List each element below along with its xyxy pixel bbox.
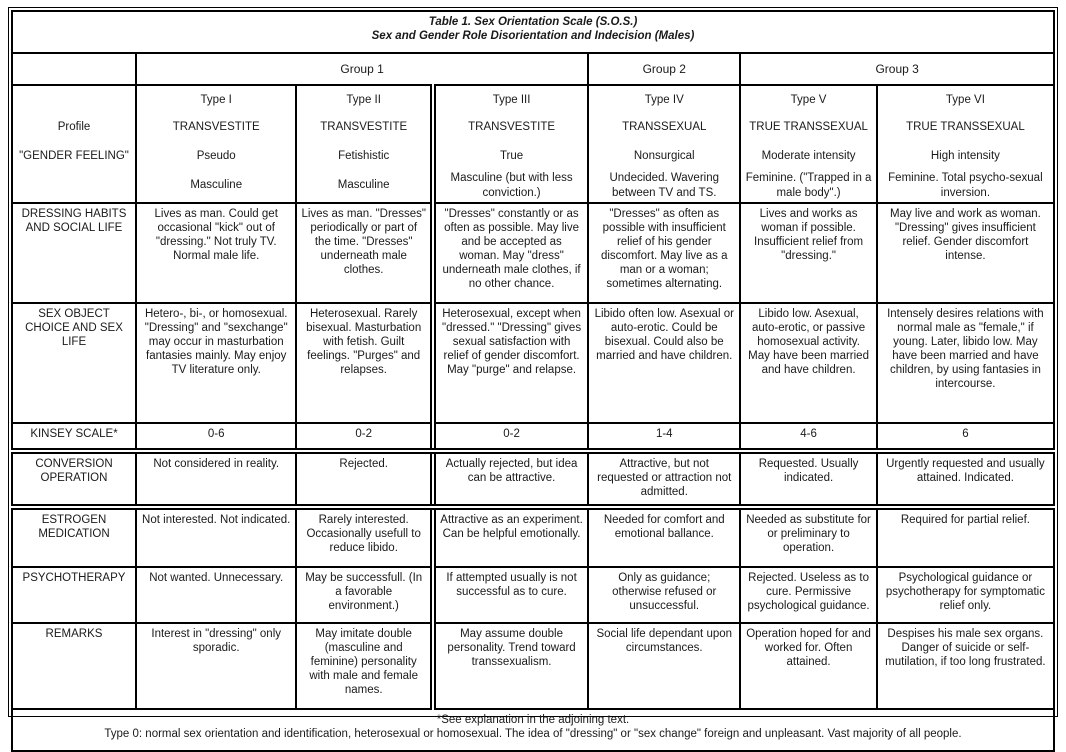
type-label: Type V <box>790 94 827 107</box>
table-cell: 4-6 <box>740 423 877 451</box>
table-cell: Requested. Usually indicated. <box>740 451 877 507</box>
table-cell: Lives and works as woman if possible. Insufficient relief from "dressing." <box>740 203 877 303</box>
type-name: TRUE TRANSSEXUAL <box>906 121 1025 134</box>
table-cell: Only as guidance; otherwise refused or unsuccessful. <box>588 567 740 623</box>
table-cell: Rejected. <box>296 451 433 507</box>
table-cell: Libido often low. Asexual or auto-erotic. Could be bisexual. Could also be married and have children. <box>588 303 740 423</box>
type-name: TRANSVESTITE <box>172 121 260 134</box>
profile-label: Profile <box>57 121 91 134</box>
table-cell: Needed as substitute for or preliminary to operation. <box>740 507 877 567</box>
table-cell: 6 <box>877 423 1054 451</box>
row-header-estrogen-medication: ESTROGEN MEDICATION <box>12 507 136 567</box>
remarks-row <box>12 623 1054 709</box>
row-header-dressing-habits: DRESSING HABITS AND SOCIAL LIFE <box>12 203 136 303</box>
table-cell: "Dresses" as often as possible with insufficient relief of his gender discomfort. May live as a man or a woman; sometimes alternating. <box>588 203 740 303</box>
type-subtype: Fetishistic <box>338 150 390 163</box>
conversion-operation-row <box>12 451 1054 507</box>
row-header-sex-object-choice: SEX OBJECT CHOICE AND SEX LIFE <box>12 303 136 423</box>
type-subtype: Nonsurgical <box>633 150 695 163</box>
type-1-profile-cell <box>136 85 296 203</box>
row-header-profile <box>12 85 136 203</box>
table-cell: Heterosexual, except when "dressed." "Dressing" gives sexual satisfaction with relief of gender discomfort. May "purge" and relapse. <box>433 303 588 423</box>
type-label: Type III <box>492 94 531 107</box>
type-name: TRANSVESTITE <box>468 121 556 134</box>
table-cell: Lives as man. Could get occasional "kick" out of "dressing." Not truly TV. Normal male life. <box>136 203 296 303</box>
table-cell: Required for partial relief. <box>877 507 1054 567</box>
table-cell: Social life dependant upon circumstances. <box>588 623 740 709</box>
gender-feeling-label: "GENDER FEELING" <box>19 150 129 163</box>
table-cell: Actually rejected, but idea can be attractive. <box>433 451 588 507</box>
type-3-profile-cell <box>433 85 588 203</box>
footnote-cell <box>12 709 1054 751</box>
table-cell: Lives as man. "Dresses" periodically or part of the time. "Dresses" underneath male clothes. <box>296 203 433 303</box>
footnote-row <box>12 709 1054 751</box>
table-cell: 0-6 <box>136 423 296 451</box>
type-subtype: Pseudo <box>196 150 236 163</box>
type-2-profile-cell <box>296 85 433 203</box>
type-subtype: High intensity <box>930 150 1000 163</box>
group-header-row <box>12 53 1054 85</box>
row-header-psychotherapy: PSYCHOTHERAPY <box>12 567 136 623</box>
table-cell: Psychological guidance or psychotherapy for symptomatic relief only. <box>877 567 1054 623</box>
type-feeling: Feminine. ("Trapped in a male body".) <box>745 172 872 199</box>
table-cell: "Dresses" constantly or as often as possible. May live and be accepted as woman. May "dress" underneath male clothes, if no other chance. <box>433 203 588 303</box>
table-cell: 0-2 <box>433 423 588 451</box>
group-1-header: Group 1 <box>136 53 588 85</box>
type-feeling: Undecided. Wavering between TV and TS. <box>609 172 720 199</box>
dressing-habits-row <box>12 203 1054 303</box>
type-feeling: Masculine (but with less conviction.) <box>450 172 573 199</box>
table-title-line1: Table 1. Sex Orientation Scale (S.O.S.) <box>428 16 638 28</box>
sex-orientation-scale-table <box>11 10 1055 752</box>
profile-row <box>12 85 1054 203</box>
group-3-header: Group 3 <box>740 53 1054 85</box>
kinsey-scale-row <box>12 423 1054 451</box>
psychotherapy-row <box>12 567 1054 623</box>
table-cell: Urgently requested and usually attained. Indicated. <box>877 451 1054 507</box>
table-cell: Libido low. Asexual, auto-erotic, or passive homosexual activity. May have been married and have children. <box>740 303 877 423</box>
estrogen-medication-row <box>12 507 1054 567</box>
type-feeling: Masculine <box>337 179 390 192</box>
sos-table-outer-border <box>8 7 1058 741</box>
type-label: Type II <box>346 94 381 107</box>
table-cell: Intensely desires relations with normal male as "female," if young. Later, libido low. May have been married and have children, by using fantasies in intercourse. <box>877 303 1054 423</box>
table-cell: May be successfull. (In a favorable environment.) <box>296 567 433 623</box>
table-cell: Hetero-, bi-, or homosexual. "Dressing" and "sexchange" may occur in masturbation fantasies mainly. May enjoy TV literature only. <box>136 303 296 423</box>
table-cell: 1-4 <box>588 423 740 451</box>
table-cell: Rarely interested. Occasionally usefull to reduce libido. <box>296 507 433 567</box>
type-4-profile-cell <box>588 85 740 203</box>
table-cell: Not considered in reality. <box>136 451 296 507</box>
table-cell: Rejected. Useless as to cure. Permissive psychological guidance. <box>740 567 877 623</box>
type-subtype: Moderate intensity <box>761 150 856 163</box>
footnote-line1: *See explanation in the adjoining text. <box>436 714 630 726</box>
table-title <box>12 11 1054 53</box>
type-label: Type IV <box>644 94 684 107</box>
table-cell: Attractive, but not requested or attraction not admitted. <box>588 451 740 507</box>
table-cell: If attempted usually is not successful as to cure. <box>433 567 588 623</box>
type-feeling: Feminine. Total psycho-sexual inversion. <box>888 172 1043 199</box>
sex-object-choice-row <box>12 303 1054 423</box>
type-name: TRUE TRANSSEXUAL <box>749 121 868 134</box>
type-6-profile-cell <box>877 85 1054 203</box>
table-cell: Not wanted. Unnecessary. <box>136 567 296 623</box>
table-cell: May assume double personality. Trend toward transsexualism. <box>433 623 588 709</box>
table-cell: May imitate double (masculine and feminine) personality with male and female names. <box>296 623 433 709</box>
group-2-header: Group 2 <box>588 53 740 85</box>
type-subtype: True <box>499 150 524 163</box>
row-header-remarks: REMARKS <box>12 623 136 709</box>
table-cell: Operation hoped for and worked for. Often attained. <box>740 623 877 709</box>
type-label: Type I <box>200 94 232 107</box>
table-title-line2: Sex and Gender Role Disorientation and Indecision (Males) <box>371 30 695 43</box>
table-cell: 0-2 <box>296 423 433 451</box>
row-header-kinsey-scale: KINSEY SCALE* <box>12 423 136 451</box>
table-cell: Despises his male sex organs. Danger of suicide or self-mutilation, if too long frustrated. <box>877 623 1054 709</box>
footnote-line2: Type 0: normal sex orientation and identification, heterosexual or homosexual. The idea of "dressing" or "sex change" foreign and unpleasant. Vast majority of all people. <box>104 728 962 741</box>
group-header-spacer <box>12 53 136 85</box>
type-label: Type VI <box>945 94 985 107</box>
table-cell: Heterosexual. Rarely bisexual. Masturbation with fetish. Guilt feelings. "Purges" and relapses. <box>296 303 433 423</box>
row-header-conversion-operation: CONVERSION OPERATION <box>12 451 136 507</box>
table-cell: Attractive as an experiment. Can be helpful emotionally. <box>433 507 588 567</box>
type-5-profile-cell <box>740 85 877 203</box>
type-name: TRANSVESTITE <box>320 121 408 134</box>
type-name: TRANSSEXUAL <box>622 121 707 134</box>
type-feeling: Masculine <box>190 179 243 192</box>
title-row <box>12 11 1054 53</box>
table-cell: Interest in "dressing" only sporadic. <box>136 623 296 709</box>
table-cell: May live and work as woman. "Dressing" gives insufficient relief. Gender discomfort intense. <box>877 203 1054 303</box>
table-cell: Needed for comfort and emotional ballance. <box>588 507 740 567</box>
table-cell: Not interested. Not indicated. <box>136 507 296 567</box>
